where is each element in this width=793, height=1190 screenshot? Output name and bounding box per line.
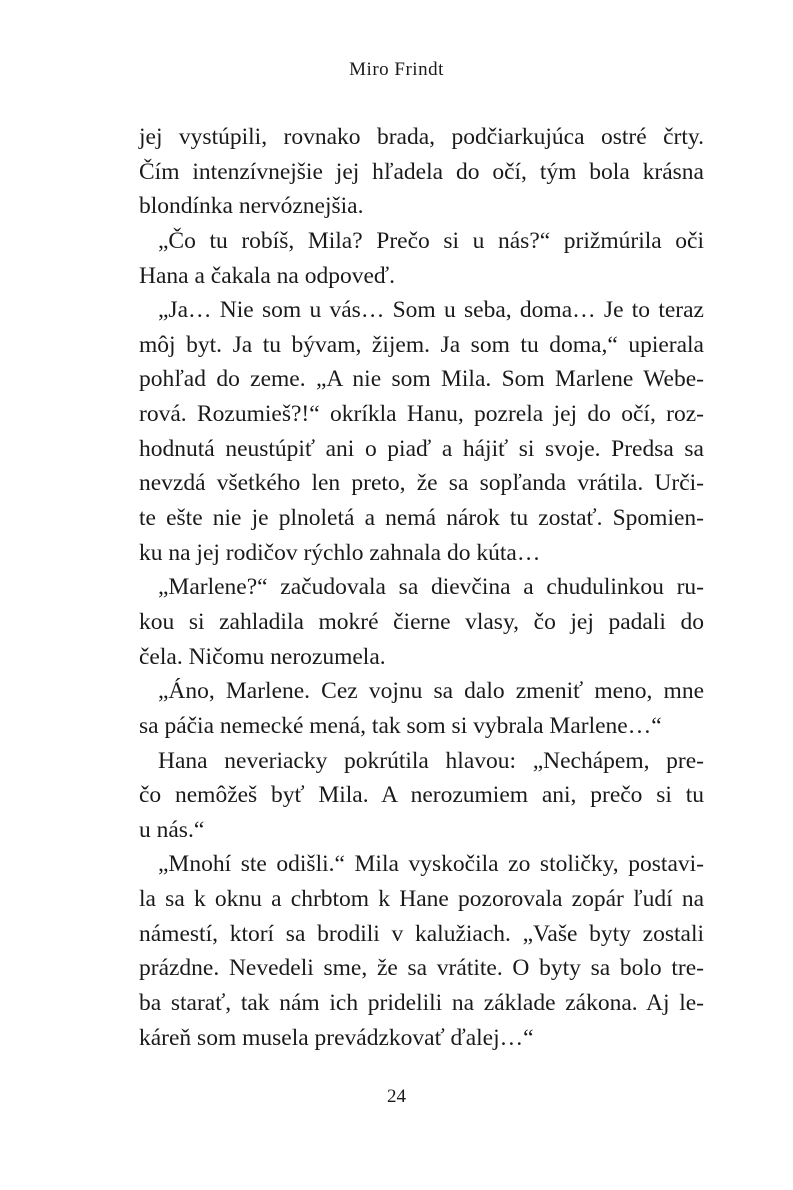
- running-header-author: Miro Frindt: [349, 59, 444, 80]
- text-line: ku na jej rodičov rýchlo zahnala do kúta…: [139, 539, 541, 566]
- body-text: [139, 120, 704, 1055]
- text-line: hodnutá neustúpiť ani o piaď a hájiť si svoje. Predsa sa: [139, 435, 704, 462]
- text-line: te ešte nie je plnoletá a nemá nárok tu zostať. Spomien-: [139, 505, 704, 532]
- text-line: rová. Rozumieš?!“ okríkla Hanu, pozrela jej do očí, roz-: [139, 401, 704, 428]
- text-line: môj byt. Ja tu bývam, žijem. Ja som tu doma,“ upierala: [139, 331, 704, 358]
- text-line: jej vystúpili, rovnako brada, podčiarkujúca ostré črty.: [139, 124, 704, 150]
- text-line: „Áno, Marlene. Cez vojnu sa dalo zmeniť meno, mne: [158, 678, 704, 705]
- text-line: pohľad do zeme. „A nie som Mila. Som Marlene Webe-: [139, 366, 704, 393]
- text-line: Čím intenzívnejšie jej hľadela do očí, tým bola krásna: [139, 158, 704, 185]
- text-line: „Mnohí ste odišli.“ Mila vyskočila zo stoličky, postavi-: [158, 851, 704, 878]
- text-line: čela. Ničomu nerozumela.: [139, 643, 386, 670]
- text-line: kou si zahladila mokré čierne vlasy, čo jej padali do: [139, 608, 704, 635]
- text-line: káreň som musela prevádzkovať ďalej…“: [139, 1024, 534, 1051]
- text-line: la sa k oknu a chrbtom k Hane pozorovala zopár ľudí na: [139, 886, 704, 913]
- text-line: „Marlene?“ začudovala sa dievčina a chudulinkou ru-: [158, 574, 704, 601]
- text-line: u nás.“: [139, 816, 205, 843]
- text-line: čo nemôžeš byť Mila. A nerozumiem ani, prečo si tu: [139, 782, 704, 809]
- text-line: nevzdá všetkého len preto, že sa sopľanda vrátila. Urči-: [139, 470, 704, 497]
- text-line: „Ja… Nie som u vás… Som u seba, doma… Je to teraz: [158, 297, 704, 324]
- text-line: Hana a čakala na odpoveď.: [139, 262, 395, 289]
- page-number: 24: [387, 1086, 406, 1107]
- text-line: ba starať, tak nám ich pridelili na základe zákona. Aj le-: [139, 990, 704, 1017]
- text-line: Hana neveriacky pokrútila hlavou: „Nechápem, pre-: [158, 747, 704, 774]
- text-line: sa páčia nemecké mená, tak som si vybrala Marlene…“: [139, 712, 662, 739]
- text-line: „Čo tu robíš, Mila? Prečo si u nás?“ prižmúrila oči: [158, 227, 704, 254]
- text-line: námestí, ktorí sa brodili v kalužiach. „Vaše byty zostali: [139, 920, 704, 947]
- text-line: blondínka nervóznejšia.: [139, 193, 364, 220]
- text-line: prázdne. Nevedeli sme, že sa vrátite. O byty sa bolo tre-: [139, 955, 704, 982]
